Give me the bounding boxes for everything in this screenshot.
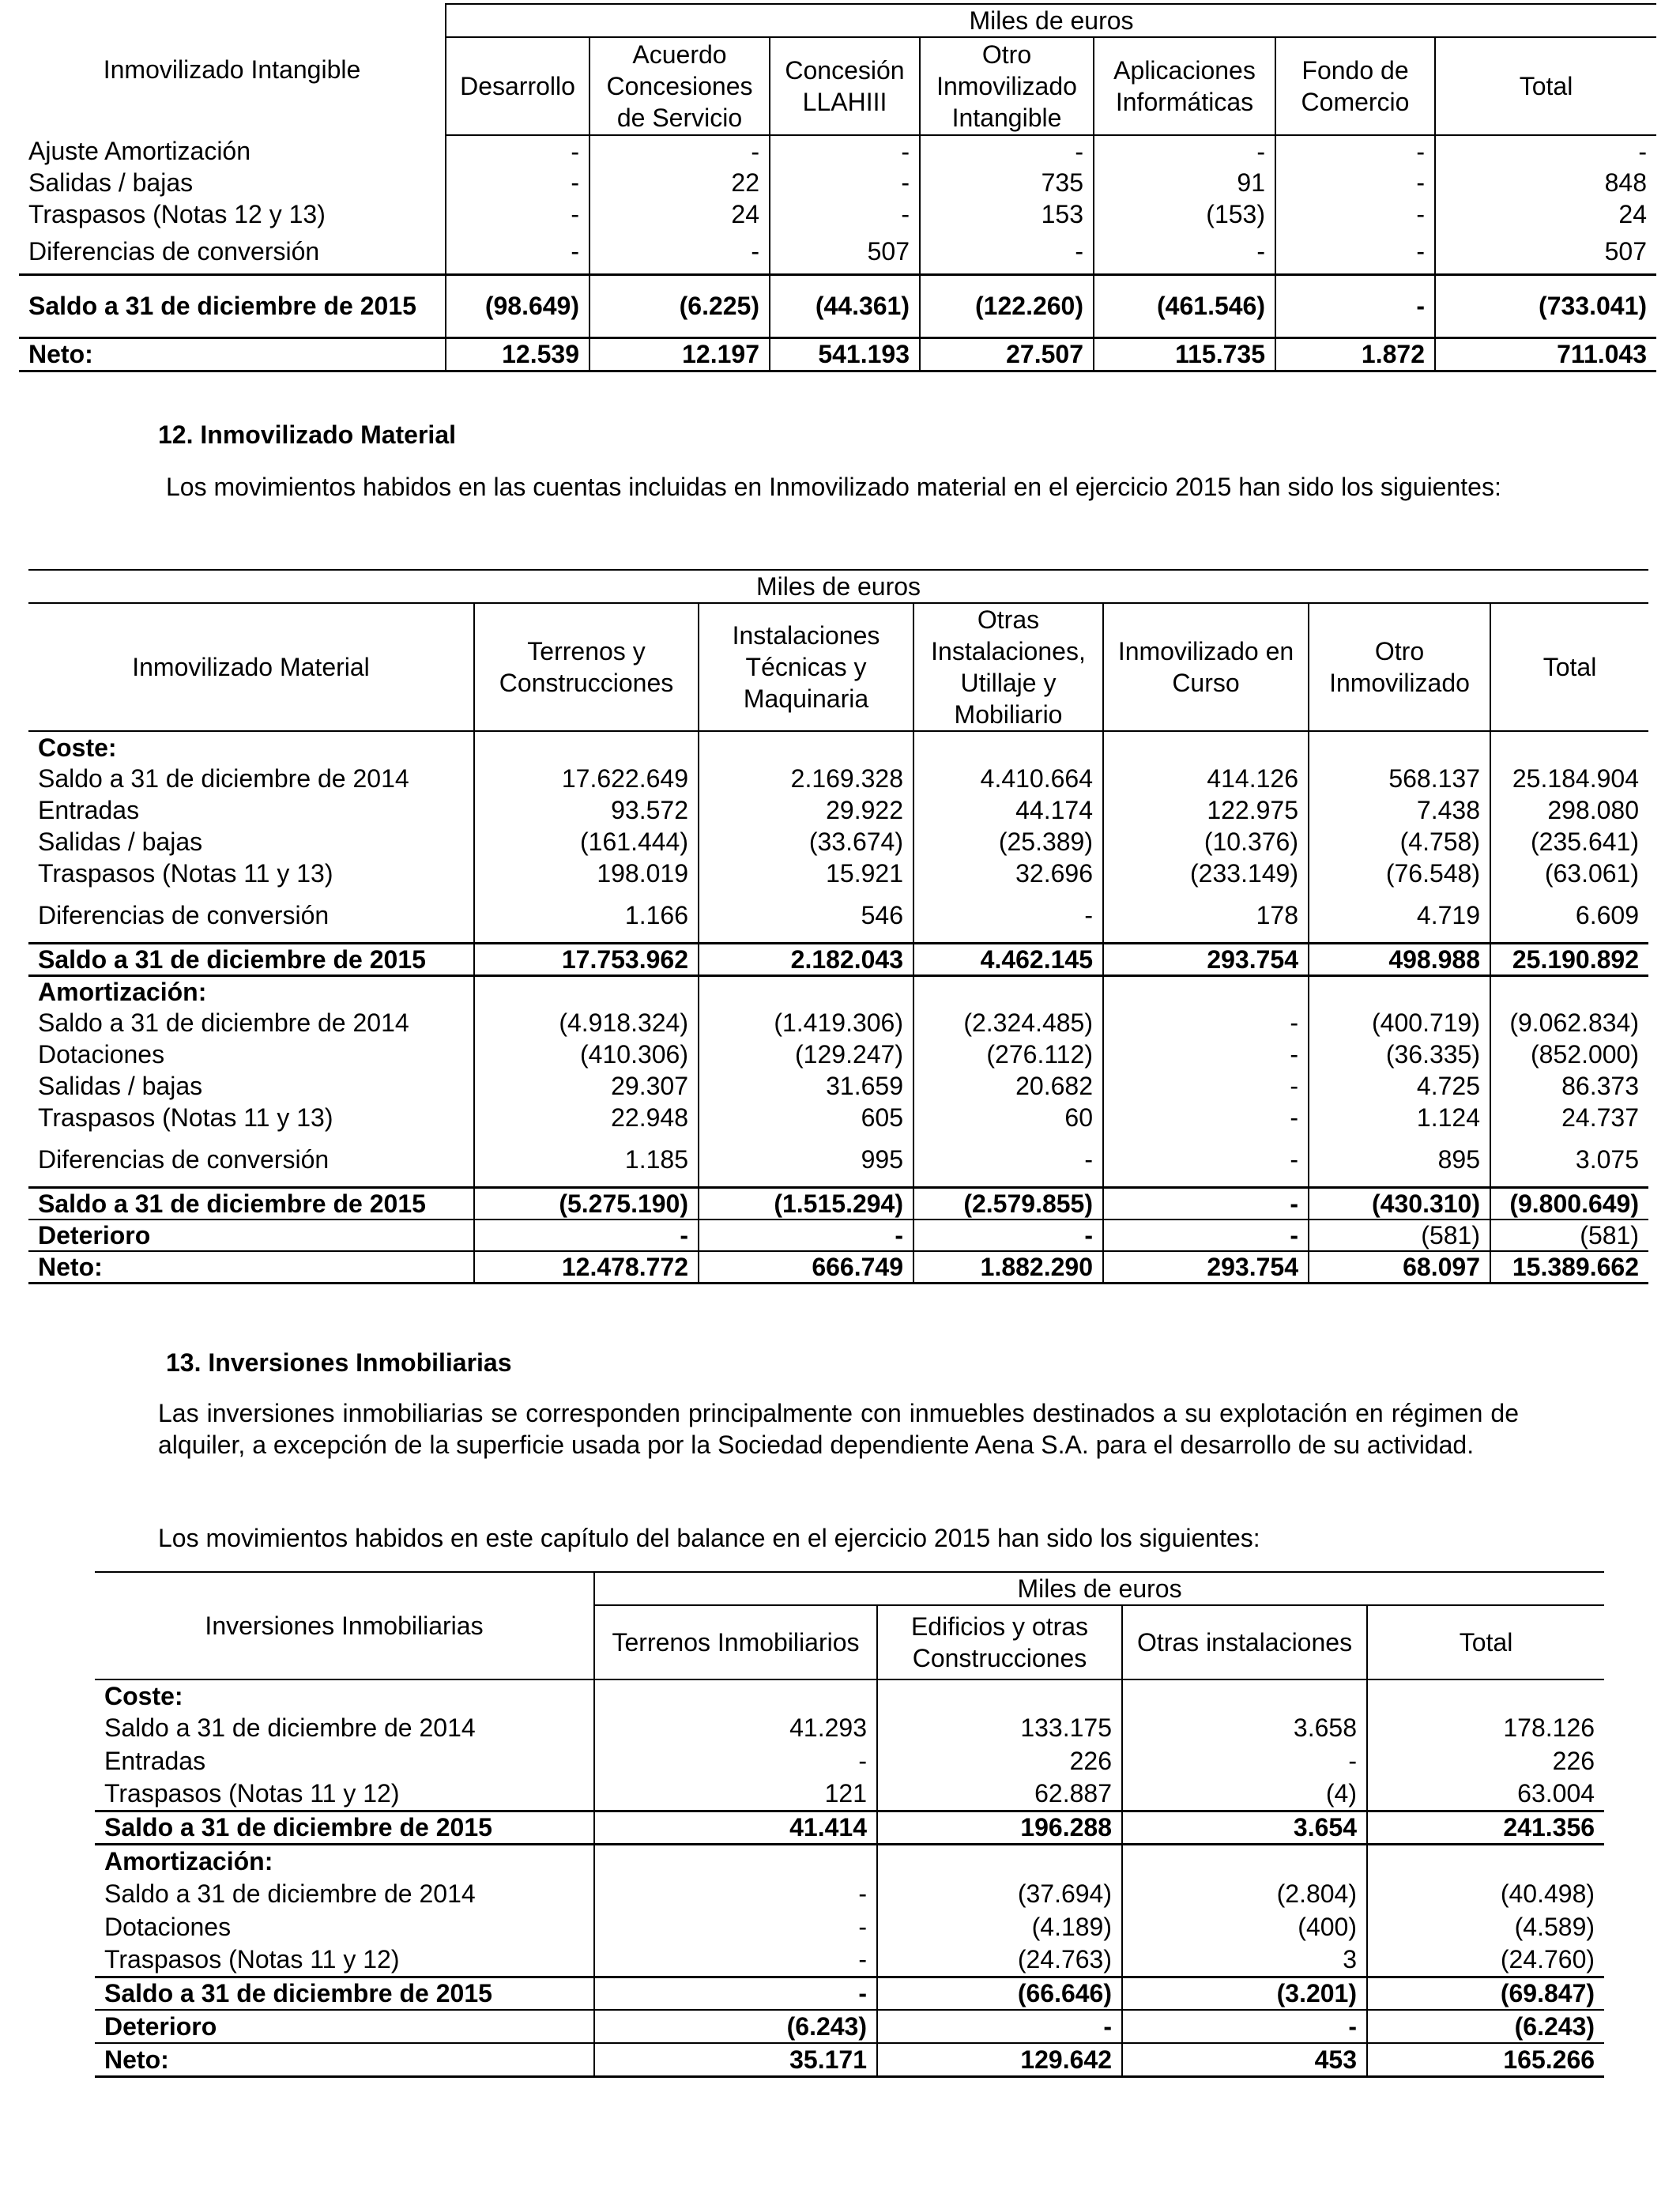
section-heading: 13. Inversiones Inmobiliarias [166, 1348, 512, 1377]
cell: 12.539 [446, 337, 590, 371]
table-row-total [28, 1187, 1648, 1220]
cell: 17.622.649 [474, 763, 699, 794]
row-label: Saldo a 31 de diciembre de 2014 [38, 1008, 409, 1037]
table-row [28, 858, 1648, 889]
cell: 507 [1435, 230, 1656, 274]
cell: 4.725 [1309, 1070, 1490, 1102]
cell: 15.389.662 [1490, 1251, 1648, 1284]
cell: (40.498) [1367, 1877, 1604, 1910]
table-row [95, 1711, 1604, 1744]
cell: - [1275, 167, 1435, 198]
cell: 1.872 [1275, 337, 1435, 371]
cell: 3.075 [1490, 1133, 1648, 1187]
table-row [19, 230, 1656, 274]
cell: (733.041) [1435, 274, 1656, 337]
cell: - [770, 135, 920, 167]
cell: (4.758) [1309, 826, 1490, 858]
cell: (4.189) [877, 1910, 1122, 1943]
cell: 35.171 [594, 2043, 877, 2076]
row-label: Neto: [19, 337, 446, 371]
row-label: Entradas [104, 1747, 206, 1775]
inversiones-table [95, 1571, 1604, 2078]
table-row [28, 1039, 1648, 1070]
cell: (153) [1094, 198, 1275, 230]
table-row-net [28, 1251, 1648, 1284]
table-row [95, 1877, 1604, 1910]
cell: 178 [1103, 889, 1309, 943]
col-header: Edificios y otras Construcciones [877, 1605, 1122, 1679]
col-header: Total [1435, 37, 1656, 135]
cell: 25.190.892 [1490, 943, 1648, 975]
table-row-impairment [95, 2010, 1604, 2043]
cell: 41.293 [594, 1711, 877, 1744]
table-row [95, 1744, 1604, 1777]
col-header: Instalaciones Técnicas y Maquinaria [699, 603, 913, 731]
cell: 6.609 [1490, 889, 1648, 943]
cell: - [446, 198, 590, 230]
cell: (2.324.485) [913, 1007, 1103, 1039]
cell: - [913, 1133, 1103, 1187]
row-label: Traspasos (Notas 11 y 12) [104, 1945, 400, 1974]
cell: 24.737 [1490, 1102, 1648, 1133]
col-header: Desarrollo [446, 37, 590, 135]
cell: 196.288 [877, 1811, 1122, 1844]
cell: 293.754 [1103, 943, 1309, 975]
cell: 63.004 [1367, 1777, 1604, 1811]
cell: 68.097 [1309, 1251, 1490, 1284]
cell: 178.126 [1367, 1711, 1604, 1744]
cell: 129.642 [877, 2043, 1122, 2076]
cell: 226 [1367, 1744, 1604, 1777]
cell: 995 [699, 1133, 913, 1187]
cell: (852.000) [1490, 1039, 1648, 1070]
row-label: Neto: [28, 1251, 474, 1284]
cell: 198.019 [474, 858, 699, 889]
cell: 895 [1309, 1133, 1490, 1187]
cell: (4.918.324) [474, 1007, 699, 1039]
row-label: Salidas / bajas [38, 827, 203, 856]
cell: - [446, 167, 590, 198]
cell: 414.126 [1103, 763, 1309, 794]
cell: (1.515.294) [699, 1187, 913, 1220]
cell: 7.438 [1309, 794, 1490, 826]
cell: - [1103, 1102, 1309, 1133]
table-row [28, 763, 1648, 794]
cell: (24.763) [877, 1943, 1122, 1977]
cell: - [1094, 135, 1275, 167]
cell: 848 [1435, 167, 1656, 198]
cell: 17.753.962 [474, 943, 699, 975]
cell: (10.376) [1103, 826, 1309, 858]
cell: (76.548) [1309, 858, 1490, 889]
table-row [19, 135, 1656, 167]
cell: 1.882.290 [913, 1251, 1103, 1284]
cell: (25.389) [913, 826, 1103, 858]
row-label: Traspasos (Notas 12 y 13) [28, 200, 326, 228]
cell: (235.641) [1490, 826, 1648, 858]
cell: 20.682 [913, 1070, 1103, 1102]
cell: 1.166 [474, 889, 699, 943]
row-label: Dotaciones [104, 1913, 232, 1941]
cell: - [920, 230, 1094, 274]
col-header: Otras instalaciones [1122, 1605, 1367, 1679]
section-intro: Los movimientos habidos en las cuentas incluidas en Inmovilizado material en el ejercicio 2015 han sido los siguientes: [166, 473, 1501, 501]
table-row [28, 794, 1648, 826]
cell: 133.175 [877, 1711, 1122, 1744]
cell: 29.922 [699, 794, 913, 826]
cell: 711.043 [1435, 337, 1656, 371]
section-label-cost: Coste: [104, 1681, 183, 1710]
cell: 453 [1122, 2043, 1367, 2076]
cell: (430.310) [1309, 1187, 1490, 1220]
cell: - [877, 2010, 1122, 2043]
cell: 735 [920, 167, 1094, 198]
cell: 241.356 [1367, 1811, 1604, 1844]
cell: (410.306) [474, 1039, 699, 1070]
cell: (4) [1122, 1777, 1367, 1811]
cell: 62.887 [877, 1777, 1122, 1811]
row-label: Saldo a 31 de diciembre de 2015 [19, 274, 446, 337]
cell: 24 [590, 198, 770, 230]
cell: 121 [594, 1777, 877, 1811]
table-row [28, 889, 1648, 943]
cell: (233.149) [1103, 858, 1309, 889]
row-label: Saldo a 31 de diciembre de 2014 [104, 1879, 476, 1908]
col-header: Terrenos Inmobiliarios [594, 1605, 877, 1679]
cell: 3.658 [1122, 1711, 1367, 1744]
col-header: Otro Inmovilizado Intangible [920, 37, 1094, 135]
cell: (581) [1309, 1220, 1490, 1251]
cell: - [1122, 1744, 1367, 1777]
col-header: Otras Instalaciones, Utillaje y Mobiliario [913, 603, 1103, 731]
cell: (2.804) [1122, 1877, 1367, 1910]
cell: - [1103, 1039, 1309, 1070]
row-label: Diferencias de conversión [38, 1145, 330, 1174]
cell: - [913, 1220, 1103, 1251]
row-label: Saldo a 31 de diciembre de 2015 [28, 1187, 474, 1220]
cell: - [770, 198, 920, 230]
material-super-header: Miles de euros [28, 570, 1648, 603]
cell: - [1122, 2010, 1367, 2043]
col-header: Total [1490, 603, 1648, 731]
cell: 4.462.145 [913, 943, 1103, 975]
cell: - [1103, 1187, 1309, 1220]
intangible-table [19, 3, 1656, 372]
cell: - [1275, 230, 1435, 274]
cell: 60 [913, 1102, 1103, 1133]
cell: - [474, 1220, 699, 1251]
row-label: Traspasos (Notas 11 y 13) [38, 859, 333, 888]
cell: 86.373 [1490, 1070, 1648, 1102]
col-header: Otro Inmovilizado [1309, 603, 1490, 731]
cell: 41.414 [594, 1811, 877, 1844]
intangible-super-header: Miles de euros [446, 4, 1656, 37]
row-label: Traspasos (Notas 11 y 13) [38, 1103, 333, 1132]
cell: 568.137 [1309, 763, 1490, 794]
row-label: Traspasos (Notas 11 y 12) [104, 1779, 400, 1808]
cell: 2.182.043 [699, 943, 913, 975]
table-row-total [19, 274, 1656, 337]
cell: - [920, 135, 1094, 167]
table-row [95, 1777, 1604, 1811]
row-label: Dotaciones [38, 1040, 165, 1069]
cell: (1.419.306) [699, 1007, 913, 1039]
cell: - [1275, 135, 1435, 167]
cell: - [1435, 135, 1656, 167]
cell: 666.749 [699, 1251, 913, 1284]
cell: 24 [1435, 198, 1656, 230]
section-label-cost: Coste: [38, 733, 117, 762]
cell: 32.696 [913, 858, 1103, 889]
table-row [19, 167, 1656, 198]
cell: 25.184.904 [1490, 763, 1648, 794]
cell: 27.507 [920, 337, 1094, 371]
cell: - [1275, 274, 1435, 337]
inversiones-label: Inversiones Inmobiliarias [95, 1572, 594, 1679]
col-header: Aplicaciones Informáticas [1094, 37, 1275, 135]
cell: - [1103, 1133, 1309, 1187]
section-label-amortization: Amortización: [104, 1846, 273, 1875]
cell: 546 [699, 889, 913, 943]
cell: 226 [877, 1744, 1122, 1777]
cell: 165.266 [1367, 2043, 1604, 2076]
cell: (4.589) [1367, 1910, 1604, 1943]
cell: - [913, 889, 1103, 943]
cell: 153 [920, 198, 1094, 230]
cell: (69.847) [1367, 1977, 1604, 2010]
cell: - [770, 167, 920, 198]
inversiones-super-header: Miles de euros [594, 1572, 1604, 1605]
cell: (3.201) [1122, 1977, 1367, 2010]
cell: 29.307 [474, 1070, 699, 1102]
table-row-total [95, 1977, 1604, 2010]
cell: - [594, 1943, 877, 1977]
cell: 12.197 [590, 337, 770, 371]
cell: 4.410.664 [913, 763, 1103, 794]
table-row [28, 1007, 1648, 1039]
cell: (36.335) [1309, 1039, 1490, 1070]
cell: (44.361) [770, 274, 920, 337]
cell: 12.478.772 [474, 1251, 699, 1284]
table-row [19, 198, 1656, 230]
row-label: Saldo a 31 de diciembre de 2014 [104, 1713, 476, 1742]
cell: 122.975 [1103, 794, 1309, 826]
col-header: Terrenos y Construcciones [474, 603, 699, 731]
cell: 1.124 [1309, 1102, 1490, 1133]
cell: (400.719) [1309, 1007, 1490, 1039]
cell: 1.185 [474, 1133, 699, 1187]
row-label: Saldo a 31 de diciembre de 2015 [28, 943, 474, 975]
cell: - [1275, 198, 1435, 230]
cell: (2.579.855) [913, 1187, 1103, 1220]
cell: 91 [1094, 167, 1275, 198]
section-label-amortization: Amortización: [38, 977, 207, 1006]
col-header: Total [1367, 1605, 1604, 1679]
table-row-total [28, 943, 1648, 975]
cell: - [594, 1910, 877, 1943]
cell: (5.275.190) [474, 1187, 699, 1220]
cell: 605 [699, 1102, 913, 1133]
table-row-net [95, 2043, 1604, 2076]
col-header: Concesión LLAHIII [770, 37, 920, 135]
cell: 31.659 [699, 1070, 913, 1102]
intangible-label: Inmovilizado Intangible [103, 55, 361, 84]
table-row [28, 1133, 1648, 1187]
cell: - [446, 230, 590, 274]
cell: 293.754 [1103, 1251, 1309, 1284]
table-row-total [95, 1811, 1604, 1844]
cell: - [594, 1744, 877, 1777]
row-label: Deterioro [95, 2010, 594, 2043]
table-row [28, 1070, 1648, 1102]
cell: (9.062.834) [1490, 1007, 1648, 1039]
table-row-net [19, 337, 1656, 371]
row-label: Deterioro [28, 1220, 474, 1251]
cell: - [446, 135, 590, 167]
table-row [28, 1102, 1648, 1133]
section-heading: 12. Inmovilizado Material [158, 420, 456, 449]
cell: (66.646) [877, 1977, 1122, 2010]
cell: (122.260) [920, 274, 1094, 337]
cell: 2.169.328 [699, 763, 913, 794]
table-row-impairment [28, 1220, 1648, 1251]
cell: (129.247) [699, 1039, 913, 1070]
cell: - [1103, 1220, 1309, 1251]
cell: 4.719 [1309, 889, 1490, 943]
cell: 15.921 [699, 858, 913, 889]
cell: - [590, 230, 770, 274]
cell: (400) [1122, 1910, 1367, 1943]
cell: 507 [770, 230, 920, 274]
cell: 298.080 [1490, 794, 1648, 826]
cell: 22 [590, 167, 770, 198]
cell: (6.243) [1367, 2010, 1604, 2043]
cell: 3 [1122, 1943, 1367, 1977]
row-label: Neto: [95, 2043, 594, 2076]
cell: 115.735 [1094, 337, 1275, 371]
table-row [95, 1943, 1604, 1977]
cell: (63.061) [1490, 858, 1648, 889]
cell: (37.694) [877, 1877, 1122, 1910]
cell: - [1094, 230, 1275, 274]
cell: - [1103, 1070, 1309, 1102]
cell: (461.546) [1094, 274, 1275, 337]
section-intro: Las inversiones inmobiliarias se corresponden principalmente con inmuebles destinados a su explotación en régimen de alquiler, a excepción de la superficie usada por la Sociedad dependiente Aena S.A. para el desarrollo de su actividad. [158, 1399, 1519, 1459]
cell: - [594, 1877, 877, 1910]
cell: (9.800.649) [1490, 1187, 1648, 1220]
cell: (98.649) [446, 274, 590, 337]
cell: 541.193 [770, 337, 920, 371]
cell: (6.243) [594, 2010, 877, 2043]
cell: 22.948 [474, 1102, 699, 1133]
cell: 93.572 [474, 794, 699, 826]
cell: (24.760) [1367, 1943, 1604, 1977]
material-label: Inmovilizado Material [28, 603, 474, 731]
cell: - [1103, 1007, 1309, 1039]
row-label: Salidas / bajas [28, 168, 194, 197]
cell: - [594, 1977, 877, 2010]
table-row [95, 1910, 1604, 1943]
col-header: Acuerdo Concesiones de Servicio [590, 37, 770, 135]
cell: (581) [1490, 1220, 1648, 1251]
row-label: Saldo a 31 de diciembre de 2014 [38, 764, 409, 793]
cell: 3.654 [1122, 1811, 1367, 1844]
section-intro-2: Los movimientos habidos en este capítulo del balance en el ejercicio 2015 han sido los siguientes: [158, 1524, 1260, 1552]
row-label: Diferencias de conversión [28, 237, 320, 266]
cell: 498.988 [1309, 943, 1490, 975]
row-label: Diferencias de conversión [38, 901, 330, 930]
table-row [28, 826, 1648, 858]
row-label: Ajuste Amortización [28, 137, 251, 165]
cell: - [699, 1220, 913, 1251]
cell: - [590, 135, 770, 167]
cell: (276.112) [913, 1039, 1103, 1070]
cell: (161.444) [474, 826, 699, 858]
row-label: Saldo a 31 de diciembre de 2015 [95, 1811, 594, 1844]
material-table [28, 569, 1648, 1284]
col-header: Fondo de Comercio [1275, 37, 1435, 135]
cell: (6.225) [590, 274, 770, 337]
col-header: Inmovilizado en Curso [1103, 603, 1309, 731]
row-label: Entradas [38, 796, 140, 824]
row-label: Salidas / bajas [38, 1072, 203, 1100]
cell: 44.174 [913, 794, 1103, 826]
row-label: Saldo a 31 de diciembre de 2015 [95, 1977, 594, 2010]
cell: (33.674) [699, 826, 913, 858]
